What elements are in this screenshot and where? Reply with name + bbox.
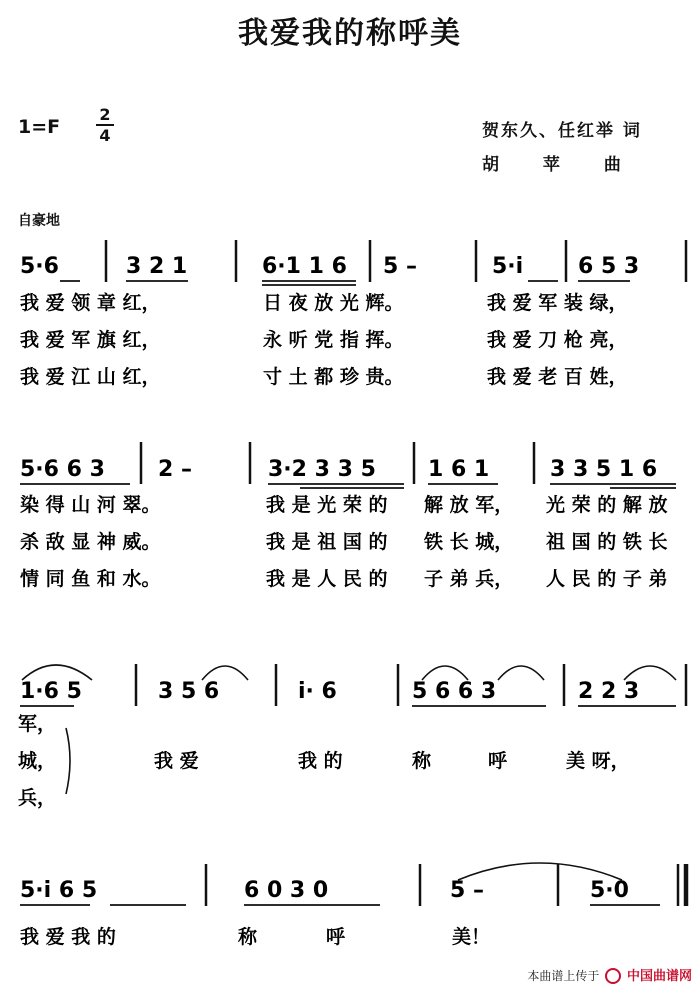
measure-2-5: 3 3 5 1 6 [550, 457, 658, 482]
lyric-2-1d: 光 荣 的 解 放 [546, 494, 668, 516]
lyric-1-2b: 永 听 党 指 挥。 [263, 329, 404, 351]
system-1 [20, 240, 686, 388]
lyric-2-3a: 情 同 鱼 和 水。 [20, 568, 161, 590]
lyric-1-3c: 我 爱 老 百 姓， [487, 366, 628, 388]
measure-4-2: 6 0 3 0 [244, 878, 329, 903]
lyric-2-2d: 祖 国 的 铁 长 [546, 531, 668, 553]
lyric-1-2a: 我 爱 军 旗 红， [20, 329, 161, 351]
measure-2-3: 3·2 3 3 5 [268, 457, 376, 482]
measure-3-5: 2 2 3 [578, 679, 640, 704]
time-signature-top: 2 [99, 105, 111, 124]
measure-3-4: 5 6 6 3 [412, 679, 497, 704]
lyric-3-left-3: 兵， [18, 787, 57, 809]
measure-1-5: 5·i [492, 254, 524, 279]
measure-2-2: 2 – [158, 457, 192, 482]
tempo-marking: 自豪地 [18, 213, 60, 229]
footer-brand: 中国曲谱网 [626, 968, 692, 984]
upload-footer [527, 965, 692, 985]
lyric-4-2: 称 [238, 926, 258, 948]
lyric-4-3: 呼 [326, 926, 346, 948]
lyric-2-2c: 铁 长 城， [424, 531, 514, 553]
measure-2-4: 1 6 1 [428, 457, 490, 482]
lyric-2-3d: 人 民 的 子 弟 [546, 568, 668, 590]
measure-4-3: 5 – [450, 878, 484, 903]
key-signature: 1=F [18, 116, 61, 138]
measure-4-1: 5·i 6 5 [20, 878, 98, 903]
measure-1-3: 6·1 1 6 [262, 254, 347, 279]
lyric-4-1: 我 爱 我 的 [20, 926, 116, 948]
lyric-3-1: 我 爱 [154, 750, 199, 772]
measure-1-2: 3 2 1 [126, 254, 188, 279]
site-logo-icon [605, 968, 621, 984]
lyric-1-2c: 我 爱 刀 枪 亮， [487, 329, 628, 351]
lyric-1-1c: 我 爱 军 装 绿， [487, 292, 628, 314]
lyric-1-1a: 我 爱 领 章 红， [20, 292, 161, 314]
measure-3-2: 3 5 6 [158, 679, 220, 704]
measure-1-4: 5 – [383, 254, 417, 279]
measure-3-1: 1·6 5 [20, 679, 82, 704]
lyricist-credit: 贺东久、任红举 词 [482, 121, 642, 141]
lyric-3-4: 呼 [488, 750, 508, 772]
lyric-1-3a: 我 爱 江 山 红， [20, 366, 161, 388]
measure-2-1: 5·6 6 3 [20, 457, 105, 482]
system-4 [20, 863, 686, 948]
lyric-3-5: 美 呀， [566, 750, 630, 772]
lyric-3-2: 我 的 [298, 750, 343, 772]
lyric-2-1c: 解 放 军， [424, 494, 514, 516]
lyric-2-2b: 我 是 祖 国 的 [266, 531, 388, 553]
lyric-4-4: 美！ [452, 926, 491, 948]
lyric-3-3: 称 [412, 750, 432, 772]
time-signature-bottom: 4 [99, 126, 111, 145]
measure-3-3: i· 6 [298, 679, 337, 704]
lyric-2-3b: 我 是 人 民 的 [266, 568, 388, 590]
measure-4-4: 5·0 [590, 878, 629, 903]
lyric-1-1b: 日 夜 放 光 辉。 [263, 292, 404, 314]
footer-text: 本曲谱上传于 [527, 968, 600, 983]
composer-credit: 胡 苹 曲 [482, 155, 623, 175]
measure-1-1: 5·6 [20, 254, 59, 279]
lyric-2-1b: 我 是 光 荣 的 [266, 494, 388, 516]
lyric-2-1a: 染 得 山 河 翠。 [20, 494, 161, 516]
lyric-3-left-2: 城， [18, 750, 57, 772]
system-3 [18, 664, 686, 809]
song-title: 我爱我的称呼美 [238, 16, 462, 51]
system-2 [19, 442, 676, 590]
lyric-2-2a: 杀 敌 显 神 威。 [20, 531, 161, 553]
lyric-2-3c: 子 弟 兵， [424, 568, 514, 590]
lyric-3-left-1: 军， [18, 713, 57, 735]
measure-1-6: 6 5 3 [578, 254, 640, 279]
lyric-1-3b: 寸 土 都 珍 贵。 [263, 366, 404, 388]
